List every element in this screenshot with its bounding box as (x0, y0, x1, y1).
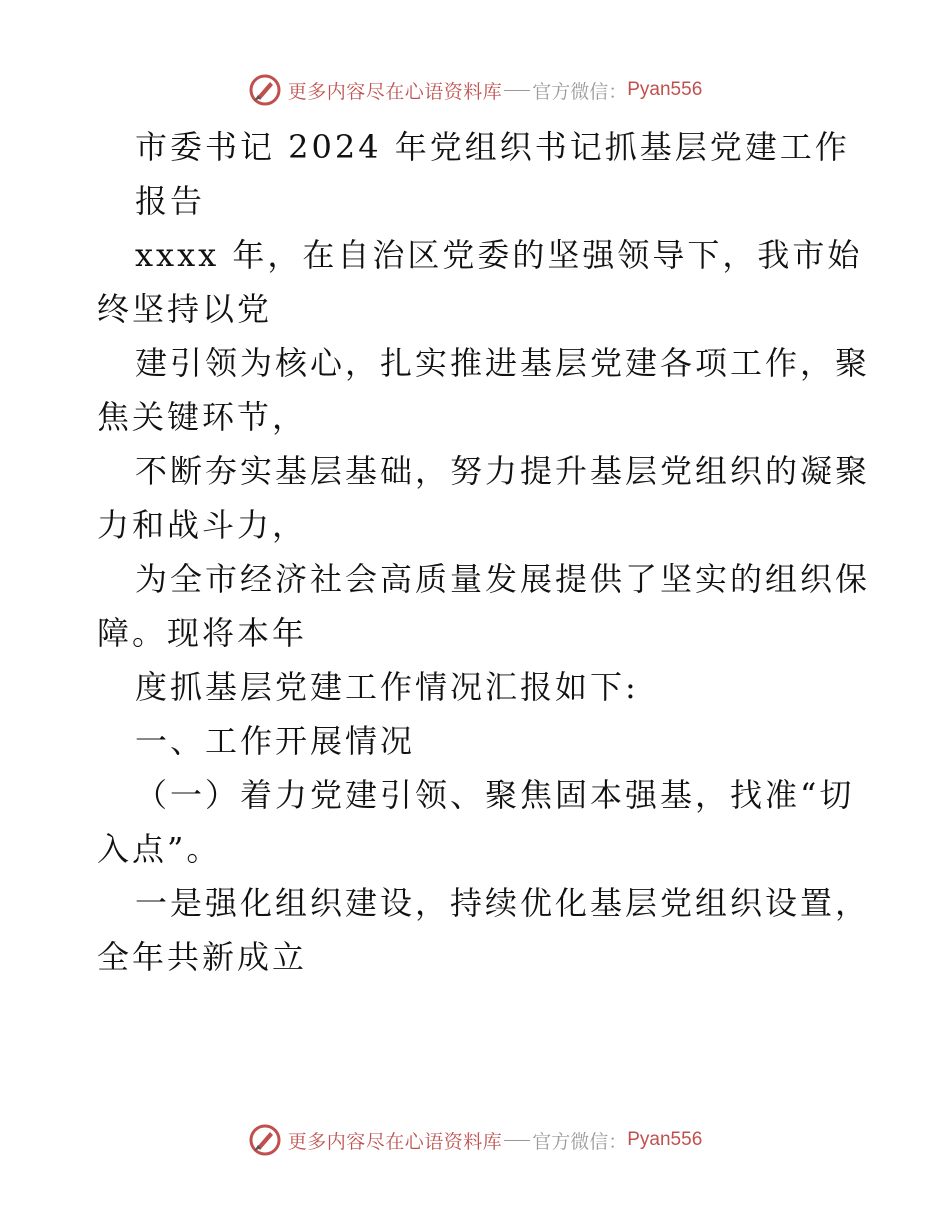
paragraph-line: 终坚持以党 (97, 290, 273, 328)
banner-main-text: 更多内容尽在心语资料库 (287, 1130, 503, 1153)
paragraph-line: 障。现将本年 (97, 614, 308, 652)
doc-title-line-2: 报告 (135, 182, 206, 220)
banner-sub-text: 官方微信： (532, 80, 628, 103)
logo-icon (248, 73, 282, 107)
subsection-heading-cont: 入点”。 (97, 830, 222, 868)
paragraph-line: 不断夯实基层基础，努力提升基层党组织的凝聚 (135, 452, 871, 490)
paragraph-line: 一是强化组织建设，持续优化基层党组织设置， (135, 884, 871, 922)
paragraph-line: 为全市经济社会高质量发展提供了坚实的组织保 (135, 560, 871, 598)
logo-icon (248, 1123, 282, 1157)
subsection-heading: （一）着力党建引领、聚焦固本强基，找准“切 (135, 776, 855, 814)
banner-wechat-id: Pyan556 (627, 1129, 703, 1150)
banner-separator (504, 90, 530, 91)
paragraph-line: 全年共新成立 (97, 938, 308, 976)
document-body (97, 120, 871, 984)
paragraph-line: xxxx 年，在自治区党委的坚强领导下，我市始 (135, 236, 863, 274)
banner-wechat-id: Pyan556 (627, 79, 703, 100)
section-heading: 一、工作开展情况 (135, 722, 416, 760)
banner-separator (504, 1140, 530, 1141)
doc-title-line-1: 市委书记 2024 年党组织书记抓基层党建工作 (135, 128, 850, 166)
header-banner (0, 70, 950, 110)
paragraph-line: 度抓基层党建工作情况汇报如下: (135, 668, 639, 706)
paragraph-line: 建引领为核心，扎实推进基层党建各项工作，聚 (135, 344, 871, 382)
banner-main-text: 更多内容尽在心语资料库 (287, 80, 503, 103)
paragraph-line: 力和战斗力， (97, 506, 308, 544)
paragraph-line: 焦关键环节， (97, 398, 308, 436)
footer-banner (0, 1120, 950, 1160)
banner-sub-text: 官方微信： (532, 1130, 628, 1153)
